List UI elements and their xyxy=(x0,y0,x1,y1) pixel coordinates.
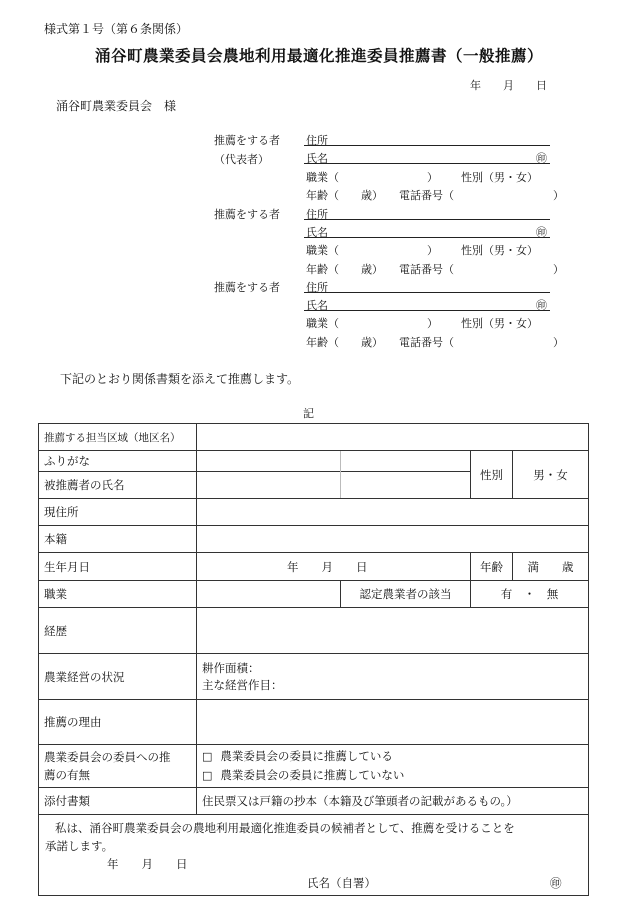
checkbox-icon[interactable]: □ xyxy=(202,750,213,763)
gender-field: 性別（男・女） xyxy=(461,171,538,184)
nominee-first-name-input[interactable] xyxy=(341,472,471,499)
committee-options xyxy=(197,745,589,788)
committee-option-recommended[interactable] xyxy=(202,747,583,766)
consent-cell xyxy=(39,815,589,896)
career-label: 経歴 xyxy=(39,608,197,654)
committee-option-label: 農業委員会の委員に推薦していない xyxy=(220,768,405,782)
birthdate-label: 生年月日 xyxy=(39,553,197,581)
reason-label: 推薦の理由 xyxy=(39,700,197,745)
gender-value[interactable]: 男・女 xyxy=(513,451,589,499)
checkbox-icon[interactable]: □ xyxy=(202,769,213,782)
certified-farmer-value[interactable]: 有 ・ 無 xyxy=(471,581,589,608)
occupation-field: 職業（ ） xyxy=(306,317,438,330)
domicile-input[interactable] xyxy=(197,526,589,553)
addressee: 涌谷町農業委員会 様 xyxy=(56,99,177,113)
recommender-label: 推薦をする者 xyxy=(214,208,280,221)
occupation-input[interactable] xyxy=(197,581,341,608)
consent-text-line2: 承諾します。 xyxy=(45,839,114,853)
gender-field: 性別（男・女） xyxy=(461,317,538,330)
signature-seal-mark: ㊞ xyxy=(550,876,562,890)
recommender-label: 推薦をする者 xyxy=(214,281,280,294)
consent-date[interactable]: 年 月 日 xyxy=(107,857,188,871)
committee-label xyxy=(39,745,197,788)
name-line[interactable] xyxy=(304,237,550,238)
intro-text: 下記のとおり関係書類を添えて推薦します。 xyxy=(60,372,300,386)
seal-mark: ㊞ xyxy=(536,299,547,312)
occupation-field: 職業（ ） xyxy=(306,171,438,184)
address-label: 住所 xyxy=(306,208,328,221)
form-number: 様式第１号（第６条関係） xyxy=(44,22,189,36)
address-line[interactable] xyxy=(304,145,550,146)
attachments-value: 住民票又は戸籍の抄本（本籍及び筆頭者の記載があるもの。） xyxy=(197,788,589,815)
address-line[interactable] xyxy=(304,219,550,220)
gender-label: 性別 xyxy=(471,451,513,499)
address-label: 現住所 xyxy=(39,499,197,526)
seal-mark: ㊞ xyxy=(536,226,547,239)
phone-field: 電話番号（ ） xyxy=(399,263,564,276)
name-label: 氏名 xyxy=(306,299,328,312)
main-crops-label: 主な経営作目： xyxy=(202,677,283,692)
address-line[interactable] xyxy=(304,292,550,293)
farm-status-label: 農業経営の状況 xyxy=(39,654,197,700)
header-date: 年 月 日 xyxy=(470,79,547,92)
attachments-label: 添付書類 xyxy=(39,788,197,815)
committee-label-line1: 農業委員会の委員への推 xyxy=(44,750,171,764)
name-line[interactable] xyxy=(304,310,550,311)
furigana-label: ふりがな xyxy=(39,451,197,472)
signature-label[interactable]: 氏名（自署） xyxy=(307,876,376,890)
page-title: 涌谷町農業委員会農地利用最適化推進委員推薦書（一般推薦） xyxy=(94,46,543,65)
reason-input[interactable] xyxy=(197,700,589,745)
name-label: 氏名 xyxy=(306,152,328,165)
committee-option-label: 農業委員会の委員に推薦している xyxy=(220,749,393,763)
seal-mark: ㊞ xyxy=(536,152,547,165)
occupation-label: 職業 xyxy=(39,581,197,608)
name-line[interactable] xyxy=(304,163,550,164)
gender-field: 性別（男・女） xyxy=(461,244,538,257)
area-label: 推薦する担当区域（地区名） xyxy=(39,424,197,451)
nominee-name-label: 被推薦者の氏名 xyxy=(39,472,197,499)
committee-label-line2: 薦の有無 xyxy=(44,768,90,782)
occupation-field: 職業（ ） xyxy=(306,244,438,257)
area-input[interactable] xyxy=(197,424,589,451)
ki-heading: 記 xyxy=(303,407,314,420)
recommender-label: 推薦をする者 xyxy=(214,134,280,147)
age-field: 年齢（ 歳） xyxy=(306,336,383,349)
address-input[interactable] xyxy=(197,499,589,526)
phone-field: 電話番号（ ） xyxy=(399,189,564,202)
age-value[interactable]: 満 歳 xyxy=(513,553,589,581)
career-input[interactable] xyxy=(197,608,589,654)
consent-text-line1: 私は、涌谷町農業委員会の農地利用最適化推進委員の候補者として、推薦を受けることを xyxy=(55,821,515,835)
nomination-table xyxy=(38,423,589,896)
age-field: 年齢（ 歳） xyxy=(306,189,383,202)
farm-area-label: 耕作面積： xyxy=(202,660,260,675)
age-label: 年齢 xyxy=(471,553,513,581)
age-field: 年齢（ 歳） xyxy=(306,263,383,276)
farm-status-cell[interactable] xyxy=(197,654,589,700)
furigana-input-last[interactable] xyxy=(197,451,341,472)
phone-field: 電話番号（ ） xyxy=(399,336,564,349)
domicile-label: 本籍 xyxy=(39,526,197,553)
birthdate-value[interactable]: 年 月 日 xyxy=(197,553,471,581)
name-label: 氏名 xyxy=(306,226,328,239)
committee-option-not-recommended[interactable] xyxy=(202,766,583,785)
address-label: 住所 xyxy=(306,134,328,147)
certified-farmer-label: 認定農業者の該当 xyxy=(341,581,471,608)
furigana-input-first[interactable] xyxy=(341,451,471,472)
address-label: 住所 xyxy=(306,281,328,294)
nominee-last-name-input[interactable] xyxy=(197,472,341,499)
recommender-sublabel: （代表者） xyxy=(214,153,269,166)
